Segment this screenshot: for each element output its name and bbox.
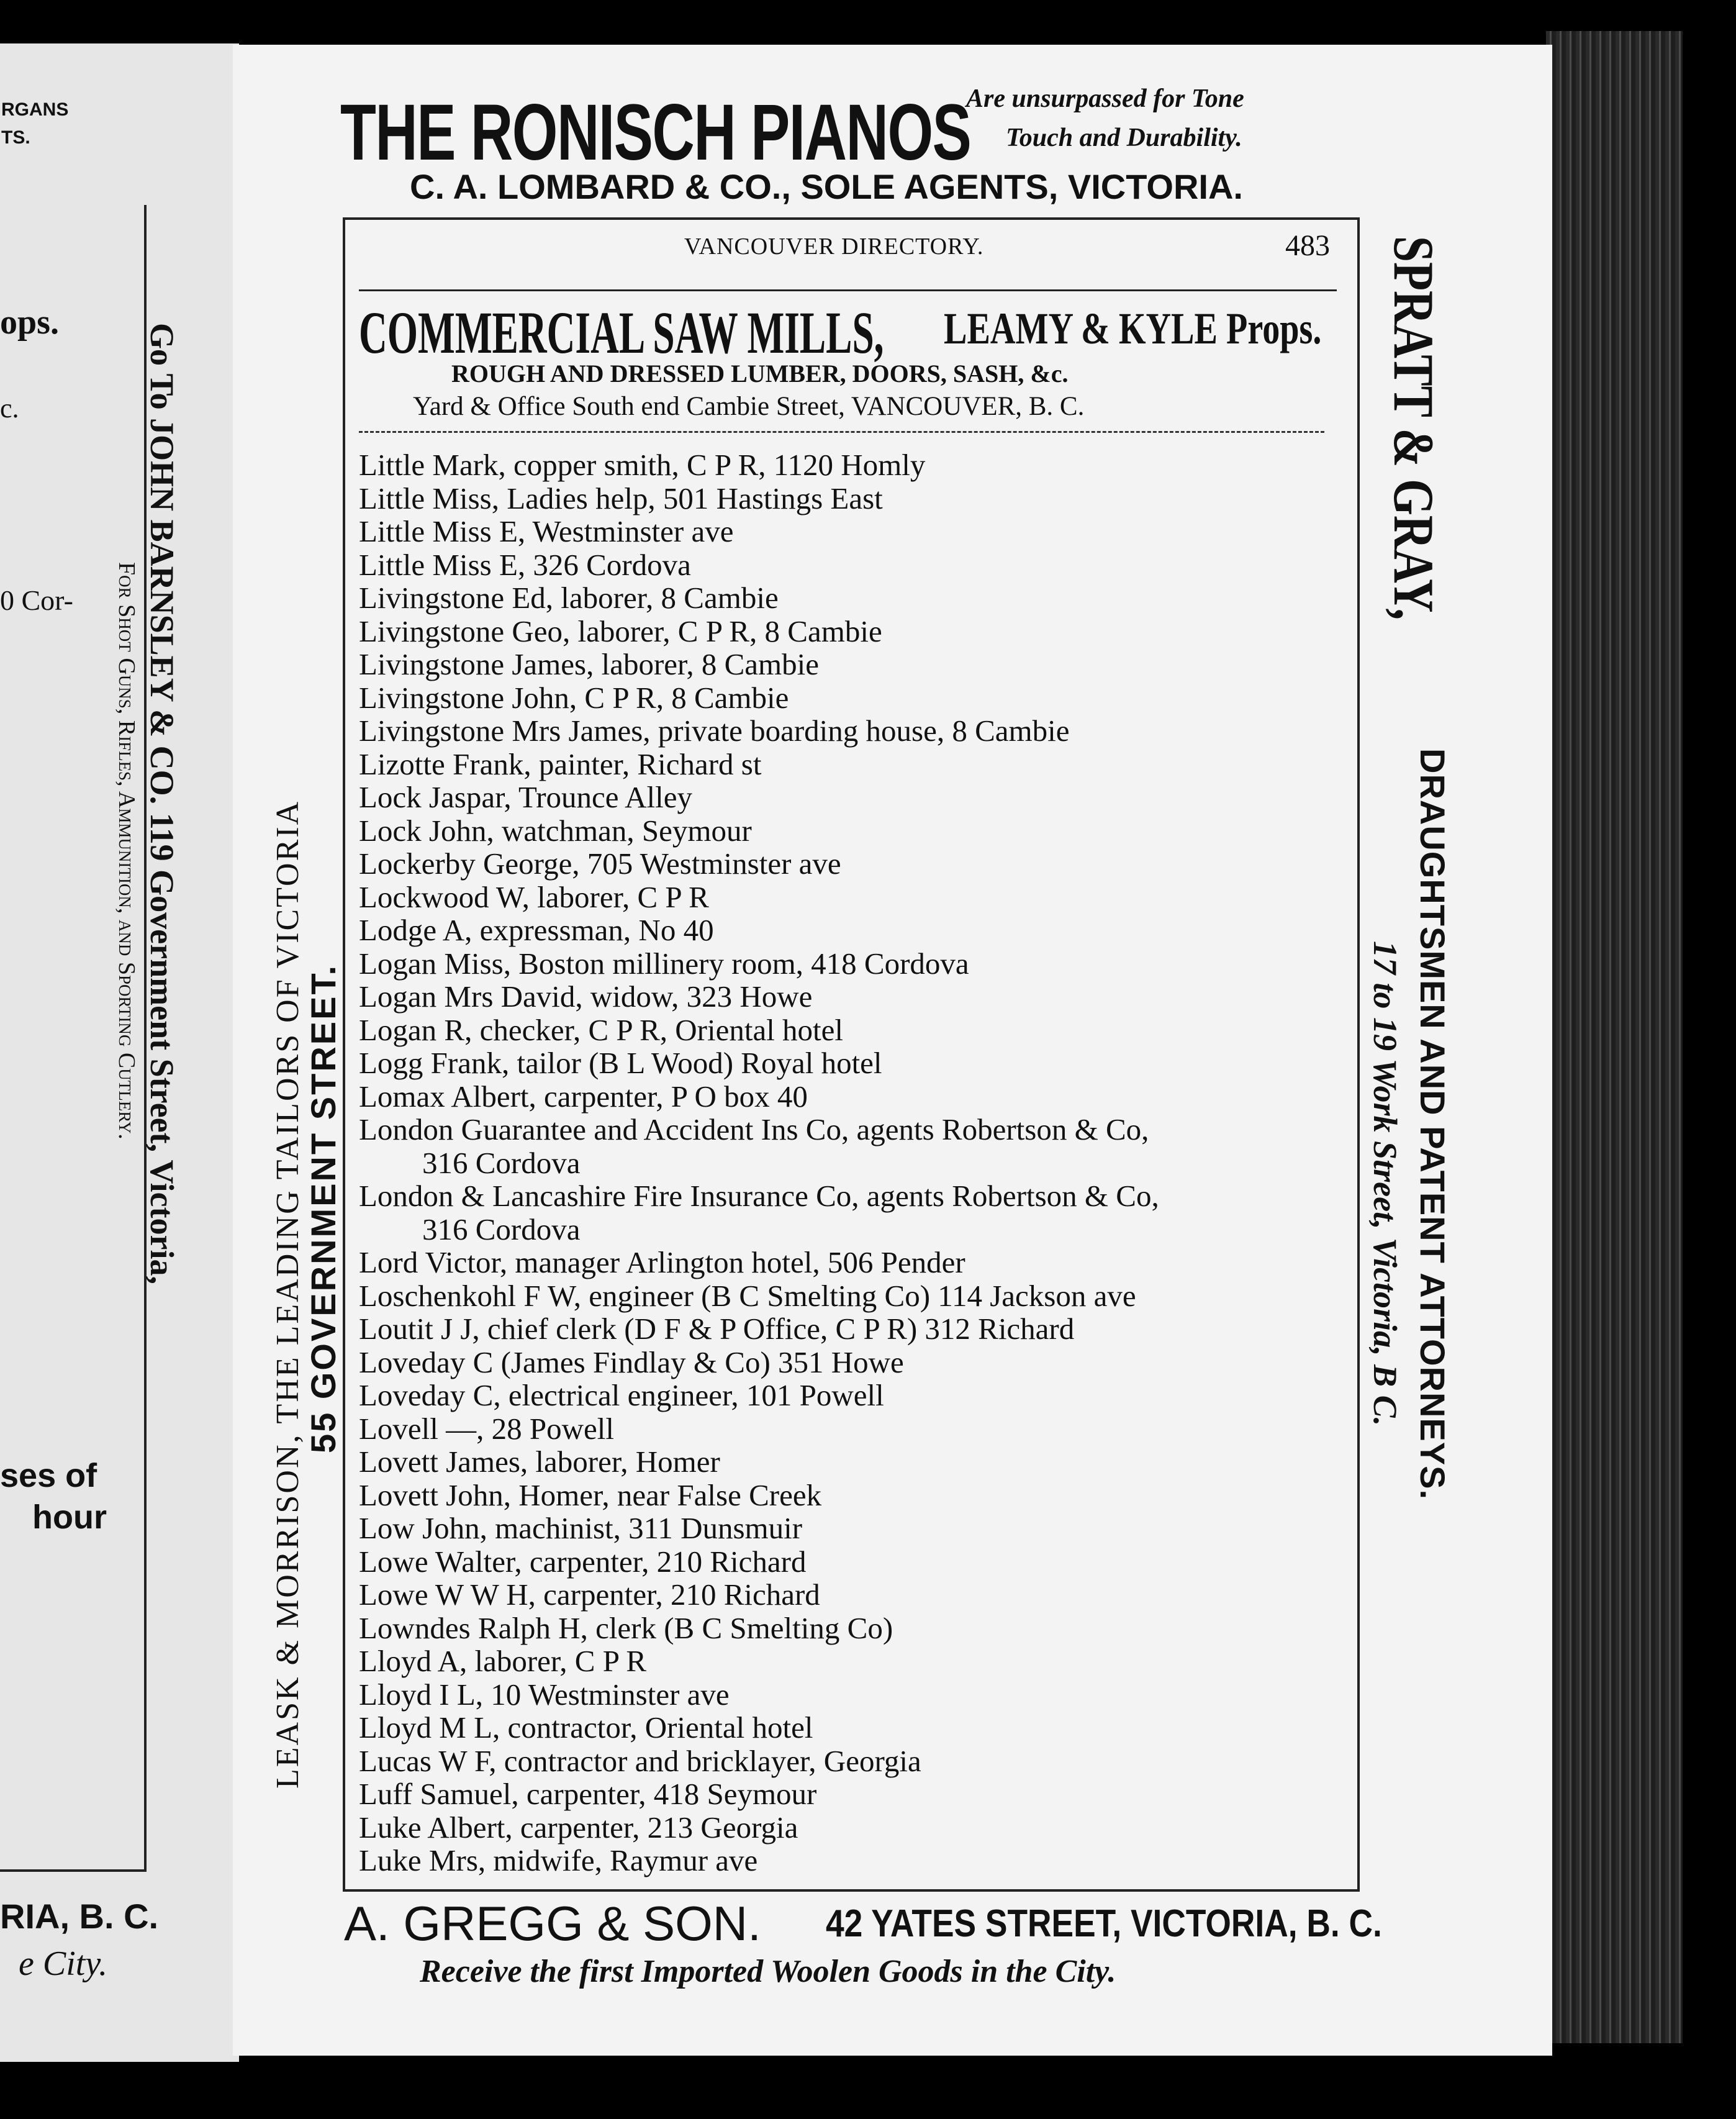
directory-entry: Loschenkohl F W, engineer (B C Smelting Co) 114 Jackson ave (359, 1278, 1136, 1313)
directory-entry: Livingstone Ed, laborer, 8 Cambie (359, 581, 779, 615)
spratt-gray-business: DRAUGHTSMEN AND PATENT ATTORNEYS. (1413, 748, 1452, 1500)
directory-entry-continuation: 316 Cordova (422, 1212, 581, 1246)
directory-entry: London & Lancashire Fire Insurance Co, agents Robertson & Co, (359, 1179, 1159, 1213)
directory-entry: Loutit J J, chief clerk (D F & P Office, C P R) 312 Richard (359, 1312, 1075, 1346)
left-fragment-city: e City. (19, 1944, 108, 1983)
directory-entry: Lovell —, 28 Powell (359, 1411, 615, 1446)
ronisch-tagline-2: Touch and Durability. (1006, 124, 1242, 152)
ronisch-tagline-1: Are unsurpassed for Tone (966, 84, 1244, 113)
ad-separator-rule (359, 431, 1324, 433)
directory-entries (359, 448, 1352, 1877)
ronisch-pianos-title: THE RONISCH PIANOS (340, 88, 971, 177)
directory-entry-continuation: 316 Cordova (422, 1145, 581, 1180)
spratt-gray-name: SPRATT & GRAY, (1382, 236, 1445, 620)
directory-entry: Little Mark, copper smith, C P R, 1120 Homly (359, 448, 926, 482)
gregg-son-tagline: Receive the first Imported Woolen Goods in the City. (420, 1954, 1116, 1989)
saw-mills-props: LEAMY & KYLE Props. (944, 304, 1322, 353)
left-fragment-ses-of: ses of (0, 1457, 97, 1494)
directory-entry: Lock Jaspar, Trounce Alley (359, 780, 692, 814)
directory-entry: Loveday C (James Findlay & Co) 351 Howe (359, 1345, 904, 1379)
left-fragment-cor: 0 Cor- (0, 584, 73, 616)
lombard-agents-line: C. A. LOMBARD & CO., SOLE AGENTS, VICTORIA. (410, 167, 1243, 206)
saw-mills-products: ROUGH AND DRESSED LUMBER, DOORS, SASH, &c. (451, 360, 1069, 388)
directory-entry: Lockwood W, laborer, C P R (359, 879, 709, 914)
directory-entry: Lock John, watchman, Seymour (359, 813, 752, 848)
directory-entry: Little Miss E, Westminster ave (359, 514, 734, 548)
directory-entry: Logan Mrs David, widow, 323 Howe (359, 979, 813, 1014)
directory-entry: Loveday C, electrical engineer, 101 Powell (359, 1378, 884, 1412)
directory-entry: Lucas W F, contractor and bricklayer, Georgia (359, 1743, 921, 1778)
directory-entry: Low John, machinist, 311 Dunsmuir (359, 1511, 803, 1545)
directory-entry: Livingstone Mrs James, private boarding house, 8 Cambie (359, 714, 1070, 748)
leask-morrison-ad-line-2: 55 GOVERNMENT STREET. (304, 963, 343, 1453)
page-number: 483 (1285, 229, 1330, 262)
directory-entry: Lovett John, Homer, near False Creek (359, 1477, 822, 1512)
saw-mills-name: COMMERCIAL SAW MILLS, (359, 299, 884, 366)
book-page-edges (1546, 31, 1683, 2043)
left-fragment-ops: ops. (0, 303, 59, 342)
left-fragment-ts: TS. (1, 127, 30, 148)
directory-entry: London Guarantee and Accident Ins Co, agents Robertson & Co, (359, 1112, 1149, 1146)
directory-entry: Logg Frank, tailor (B L Wood) Royal hotel (359, 1046, 882, 1080)
running-head-title: VANCOUVER DIRECTORY. (684, 234, 984, 260)
directory-entry: Lowndes Ralph H, clerk (B C Smelting Co) (359, 1610, 893, 1645)
left-fragment-c: c. (0, 393, 19, 424)
directory-entry: Little Miss E, 326 Cordova (359, 547, 691, 582)
directory-entry: Luke Mrs, midwife, Raymur ave (359, 1843, 758, 1877)
directory-entry: Logan R, checker, C P R, Oriental hotel (359, 1012, 844, 1047)
directory-entry: Lovett James, laborer, Homer (359, 1445, 720, 1479)
directory-entry: Lowe W W H, carpenter, 210 Richard (359, 1577, 820, 1612)
gregg-son-address: 42 YATES STREET, VICTORIA, B. C. (826, 1902, 1382, 1945)
directory-entry: Livingstone John, C P R, 8 Cambie (359, 680, 789, 715)
barnsley-ad-line-1: Go To JOHN BARNSLEY & CO. 119 Government Street, Victoria, (143, 323, 181, 1284)
running-head-rule (359, 289, 1337, 291)
saw-mills-address: Yard & Office South end Cambie Street, VANCOUVER, B. C. (413, 392, 1085, 421)
directory-entry: Lloyd I L, 10 Westminster ave (359, 1677, 730, 1712)
directory-entry: Luff Samuel, carpenter, 418 Seymour (359, 1777, 817, 1811)
left-fragment-organs: RGANS (1, 99, 69, 120)
directory-entry: Little Miss, Ladies help, 501 Hastings East (359, 481, 883, 515)
directory-entry: Lloyd A, laborer, C P R (359, 1644, 647, 1678)
barnsley-ad-line-2: For Shot Guns, Rifles, Ammunition, and Sporting Cutlery. (114, 562, 140, 1140)
directory-entry: Livingstone Geo, laborer, C P R, 8 Cambie (359, 614, 882, 648)
directory-entry: Logan Miss, Boston millinery room, 418 Cordova (359, 946, 969, 981)
gregg-son-name: A. GREGG & SON. (344, 1896, 761, 1951)
directory-entry: Lowe Walter, carpenter, 210 Richard (359, 1544, 807, 1579)
directory-entry: Lodge A, expressman, No 40 (359, 913, 714, 947)
directory-entry: Lizotte Frank, painter, Richard st (359, 746, 762, 781)
leask-morrison-ad-line-1: LEASK & MORRISON, THE LEADING TAILORS OF VICTORIA (270, 799, 305, 1789)
directory-entry: Luke Albert, carpenter, 213 Georgia (359, 1810, 798, 1844)
left-fragment-hour: hour (32, 1499, 107, 1536)
directory-entry: Lloyd M L, contractor, Oriental hotel (359, 1710, 813, 1745)
left-fragment-ria-bc: RIA, B. C. (0, 1897, 159, 1936)
directory-entry: Lockerby George, 705 Westminster ave (359, 846, 841, 881)
directory-entry: Livingstone James, laborer, 8 Cambie (359, 647, 820, 681)
directory-entry: Lord Victor, manager Arlington hotel, 506 Pender (359, 1245, 965, 1279)
spratt-gray-address: 17 to 19 Work Street, Victoria, B C. (1367, 941, 1404, 1427)
directory-entry: Lomax Albert, carpenter, P O box 40 (359, 1079, 808, 1114)
